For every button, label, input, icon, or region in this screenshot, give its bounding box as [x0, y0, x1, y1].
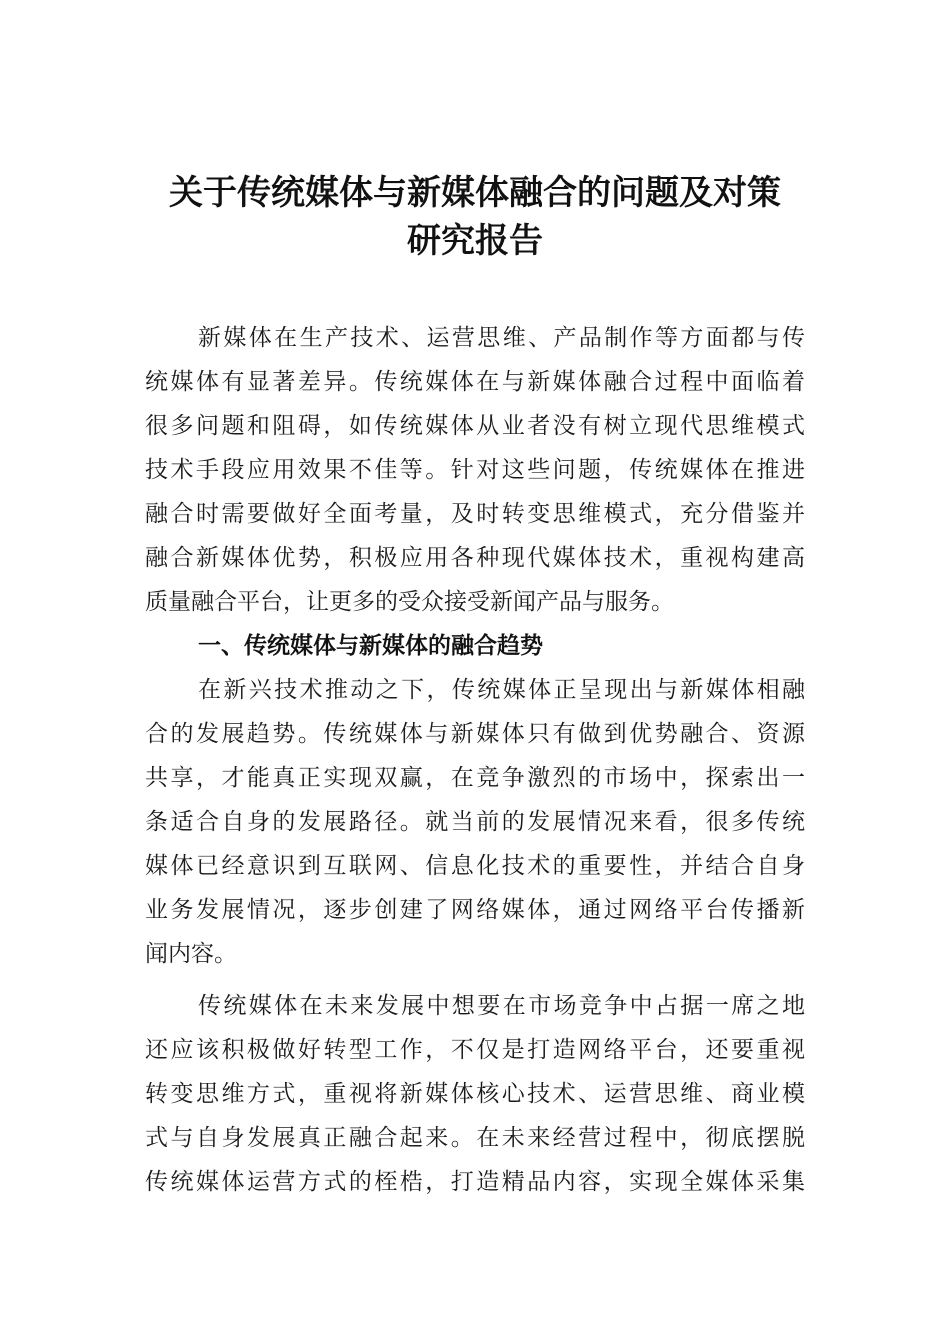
document-title-line-1: 关于传统媒体与新媒体融合的问题及对策 [169, 173, 781, 213]
paragraph-3-line: 式与自身发展真正融合起来。在未来经营过程中，彻底摆脱 [145, 1125, 805, 1151]
paragraph-2-line: 条适合自身的发展路径。就当前的发展情况来看，很多传统 [145, 809, 805, 835]
paragraph-2-line: 业务发展情况，逐步创建了网络媒体，通过网络平台传播新 [145, 897, 805, 923]
paragraph-3-line: 还应该积极做好转型工作，不仅是打造网络平台，还要重视 [145, 1037, 805, 1063]
paragraph-3-line: 传统媒体运营方式的桎梏，打造精品内容，实现全媒体采集 [145, 1169, 805, 1195]
paragraph-1-line: 质量融合平台，让更多的受众接受新闻产品与服务。 [145, 589, 674, 615]
paragraph-1-line: 新媒体在生产技术、运营思维、产品制作等方面都与传 [198, 325, 805, 351]
document-title-line-2: 研究报告 [407, 221, 543, 261]
paragraph-3-line: 传统媒体在未来发展中想要在市场竞争中占据一席之地 [198, 993, 805, 1019]
paragraph-2-line: 闻内容。 [145, 941, 237, 967]
paragraph-3-line: 转变思维方式，重视将新媒体核心技术、运营思维、商业模 [145, 1081, 805, 1107]
paragraph-1-line: 统媒体有显著差异。传统媒体在与新媒体融合过程中面临着 [145, 369, 805, 395]
paragraph-2-line: 媒体已经意识到互联网、信息化技术的重要性，并结合自身 [145, 853, 805, 879]
paragraph-1-line: 很多问题和阻碍，如传统媒体从业者没有树立现代思维模式 [145, 413, 805, 439]
paragraph-2-line: 共享，才能真正实现双赢，在竞争激烈的市场中，探索出一 [145, 765, 805, 791]
paragraph-1-line: 融合新媒体优势，积极应用各种现代媒体技术，重视构建高 [145, 545, 805, 571]
paragraph-1-line: 融合时需要做好全面考量，及时转变思维模式，充分借鉴并 [145, 501, 805, 527]
paragraph-2-line: 在新兴技术推动之下，传统媒体正呈现出与新媒体相融 [198, 677, 805, 703]
section-heading: 一、传统媒体与新媒体的融合趋势 [198, 633, 543, 659]
paragraph-2-line: 合的发展趋势。传统媒体与新媒体只有做到优势融合、资源 [145, 721, 805, 747]
paragraph-1-line: 技术手段应用效果不佳等。针对这些问题，传统媒体在推进 [145, 457, 805, 483]
